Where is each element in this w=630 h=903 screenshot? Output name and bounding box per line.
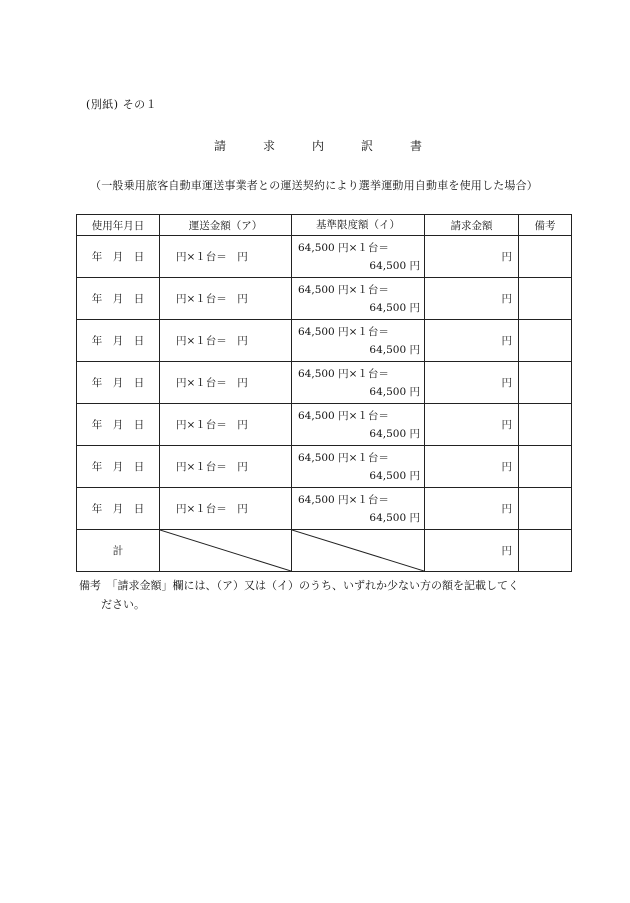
limit-line-1: 64,500 円×１台＝ xyxy=(298,409,389,422)
cell-date[interactable]: 年 月 日 xyxy=(77,362,160,404)
limit-line-1: 64,500 円×１台＝ xyxy=(298,367,389,380)
total-label: 計 xyxy=(77,530,160,572)
cell-note[interactable] xyxy=(519,446,572,488)
title-char: 請 xyxy=(214,139,227,153)
cell-claim[interactable]: 円 xyxy=(425,278,519,320)
limit-line-2: 64,500 円 xyxy=(369,385,420,398)
total-fare-cell xyxy=(160,530,292,572)
cell-fare[interactable]: 円×１台＝ 円 xyxy=(160,362,292,404)
remarks-line-1: 備考 「請求金額」欄には、（ア）又は（イ）のうち、いずれか少ない方の額を記載してく xyxy=(79,579,519,592)
cell-claim[interactable]: 円 xyxy=(425,404,519,446)
title-char: 内 xyxy=(312,139,325,153)
cell-claim[interactable]: 円 xyxy=(425,320,519,362)
total-limit-cell xyxy=(292,530,425,572)
cell-fare[interactable]: 円×１台＝ 円 xyxy=(160,404,292,446)
cell-note[interactable] xyxy=(519,278,572,320)
limit-line-1: 64,500 円×１台＝ xyxy=(298,493,389,506)
title-char: 訳 xyxy=(361,139,374,153)
cell-limit xyxy=(292,320,425,362)
table-header-row xyxy=(77,215,572,236)
cell-date[interactable]: 年 月 日 xyxy=(77,278,160,320)
cell-date[interactable]: 年 月 日 xyxy=(77,488,160,530)
limit-line-1: 64,500 円×１台＝ xyxy=(298,325,389,338)
title-char: 書 xyxy=(410,139,423,153)
total-row xyxy=(77,530,572,572)
limit-line-2: 64,500 円 xyxy=(369,511,420,524)
cell-claim[interactable]: 円 xyxy=(425,488,519,530)
remarks-line-2: ださい。 xyxy=(101,598,145,611)
cell-note[interactable] xyxy=(519,236,572,278)
header-limit: 基準限度額（イ） xyxy=(292,215,425,236)
document-subtitle: （一般乗用旅客自動車運送事業者との運送契約により選挙運動用自動車を使用した場合） xyxy=(90,179,538,192)
table-row xyxy=(77,236,572,278)
cell-fare[interactable]: 円×１台＝ 円 xyxy=(160,320,292,362)
cell-date[interactable]: 年 月 日 xyxy=(77,236,160,278)
limit-line-1: 64,500 円×１台＝ xyxy=(298,283,389,296)
header-fare: 運送金額（ア） xyxy=(160,215,292,236)
cell-limit xyxy=(292,236,425,278)
cell-note[interactable] xyxy=(519,362,572,404)
claim-table xyxy=(76,214,572,572)
cell-limit xyxy=(292,278,425,320)
limit-line-2: 64,500 円 xyxy=(369,301,420,314)
cell-claim[interactable]: 円 xyxy=(425,236,519,278)
cell-fare[interactable]: 円×１台＝ 円 xyxy=(160,488,292,530)
table-row xyxy=(77,488,572,530)
annex-label: (別紙) その１ xyxy=(86,98,158,111)
table-row xyxy=(77,446,572,488)
cell-limit xyxy=(292,446,425,488)
total-note[interactable] xyxy=(519,530,572,572)
cell-claim[interactable]: 円 xyxy=(425,362,519,404)
cell-fare[interactable]: 円×１台＝ 円 xyxy=(160,278,292,320)
diagonal-line xyxy=(160,530,291,571)
table-row xyxy=(77,362,572,404)
header-note: 備考 xyxy=(519,215,572,236)
header-claim: 請求金額 xyxy=(425,215,519,236)
header-date: 使用年月日 xyxy=(77,215,160,236)
cell-date[interactable]: 年 月 日 xyxy=(77,404,160,446)
cell-note[interactable] xyxy=(519,404,572,446)
title-char: 求 xyxy=(263,139,276,153)
table-row xyxy=(77,320,572,362)
table-row xyxy=(77,404,572,446)
limit-line-1: 64,500 円×１台＝ xyxy=(298,451,389,464)
cell-note[interactable] xyxy=(519,320,572,362)
cell-note[interactable] xyxy=(519,488,572,530)
diagonal-line xyxy=(292,530,424,571)
limit-line-2: 64,500 円 xyxy=(369,259,420,272)
cell-limit xyxy=(292,404,425,446)
limit-line-2: 64,500 円 xyxy=(369,343,420,356)
total-claim[interactable]: 円 xyxy=(425,530,519,572)
cell-fare[interactable]: 円×１台＝ 円 xyxy=(160,446,292,488)
limit-line-2: 64,500 円 xyxy=(369,427,420,440)
cell-limit xyxy=(292,488,425,530)
limit-line-1: 64,500 円×１台＝ xyxy=(298,241,389,254)
cell-date[interactable]: 年 月 日 xyxy=(77,320,160,362)
limit-line-2: 64,500 円 xyxy=(369,469,420,482)
cell-claim[interactable]: 円 xyxy=(425,446,519,488)
cell-limit xyxy=(292,362,425,404)
cell-date[interactable]: 年 月 日 xyxy=(77,446,160,488)
cell-fare[interactable]: 円×１台＝ 円 xyxy=(160,236,292,278)
document-title xyxy=(214,137,459,154)
table-row xyxy=(77,278,572,320)
remarks xyxy=(79,576,559,614)
